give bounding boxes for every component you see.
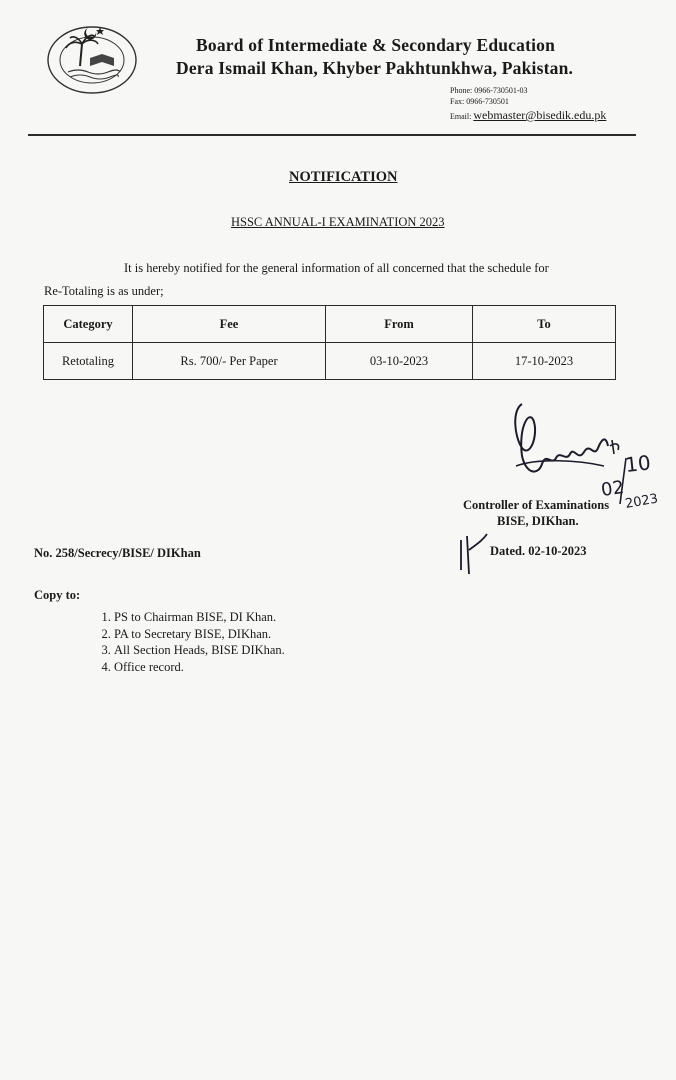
phone-text: Phone: 0966-730501-03 xyxy=(450,86,528,95)
reference-number: No. 258/Secrecy/BISE/ DIKhan xyxy=(34,546,201,560)
email-label: Email: xyxy=(450,112,472,121)
svg-text:10: 10 xyxy=(624,450,652,477)
header-to: To xyxy=(473,306,616,343)
notice-paragraph-line2: Re-Totaling is as under; xyxy=(44,284,164,298)
list-item: 1. PS to Chairman BISE, DI Khan. xyxy=(114,609,285,626)
list-item: 2. PA to Secretary BISE, DIKhan. xyxy=(114,626,285,643)
copy-to-list xyxy=(92,609,285,675)
board-logo xyxy=(44,22,140,96)
svg-text:2023: 2023 xyxy=(624,491,660,508)
header-category: Category xyxy=(44,306,133,343)
list-item: 4. Office record. xyxy=(114,659,285,676)
notice-paragraph-line1: It is hereby notified for the general information of all concerned that the schedule for xyxy=(124,261,549,275)
exam-title: HSSC ANNUAL-I EXAMINATION 2023 xyxy=(231,215,445,229)
email-link[interactable]: webmaster@bisedik.edu.pk xyxy=(473,108,607,122)
header-from: From xyxy=(326,306,473,343)
initials-mark xyxy=(455,530,491,576)
header-fee: Fee xyxy=(133,306,326,343)
table-header-row xyxy=(44,306,616,343)
email-line xyxy=(450,108,606,123)
table-row xyxy=(44,343,616,380)
cell-from: 03-10-2023 xyxy=(326,343,473,380)
board-location: Dera Ismail Khan, Khyber Pakhtunkhwa, Pakistan. xyxy=(176,58,574,78)
fax-text: Fax: 0966-730501 xyxy=(450,97,509,106)
cell-to: 17-10-2023 xyxy=(473,343,616,380)
signatory-office: BISE, DIKhan. xyxy=(497,514,579,528)
notification-title: NOTIFICATION xyxy=(289,169,398,185)
svg-text:02: 02 xyxy=(599,476,626,501)
cell-fee: Rs. 700/- Per Paper xyxy=(133,343,326,380)
signatory-designation: Controller of Examinations xyxy=(463,498,610,512)
copy-to-label: Copy to: xyxy=(34,588,81,602)
dated-text: Dated. 02-10-2023 xyxy=(490,544,587,558)
schedule-table xyxy=(43,305,616,380)
board-name: Board of Intermediate & Secondary Education xyxy=(196,35,556,55)
list-item: 3. All Section Heads, BISE DIKhan. xyxy=(114,642,285,659)
header-divider xyxy=(28,134,636,136)
cell-category: Retotaling xyxy=(44,343,133,380)
signature xyxy=(508,396,668,508)
